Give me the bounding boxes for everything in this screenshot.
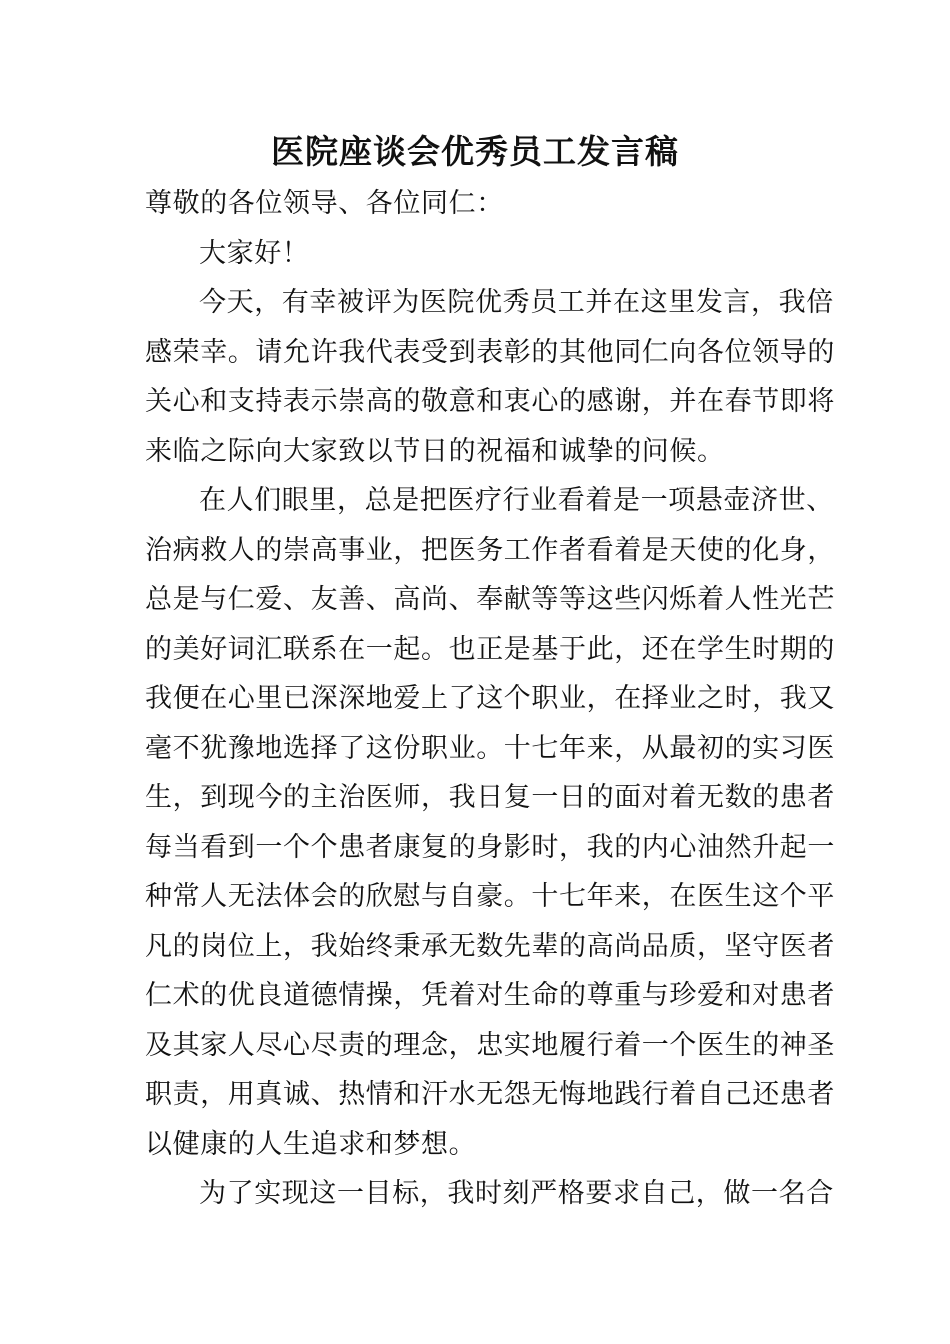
text-line: 凡的岗位上，我始终秉承无数先辈的高尚品质，坚守医者 xyxy=(145,930,835,962)
text-line: 仁术的优良道德情操，凭着对生命的尊重与珍爱和对患者 xyxy=(145,980,835,1011)
text-line: 毫不犹豫地选择了这份职业。十七年来，从最初的实习医 xyxy=(145,732,835,764)
text-line: 关心和支持表示崇高的敬意和衷心的感谢，并在春节即将 xyxy=(145,386,835,417)
text-line: 的美好词汇联系在一起。也正是基于此，还在学生时期的 xyxy=(145,633,835,665)
text-line: 尊敬的各位领导、各位同仁： xyxy=(145,188,504,219)
text-line: 每当看到一个个患者康复的身影时，我的内心油然升起一 xyxy=(145,831,835,863)
text-line: 今天，有幸被评为医院优秀员工并在这里发言，我倍 xyxy=(199,287,834,318)
text-line: 种常人无法体会的欣慰与自豪。十七年来，在医生这个平 xyxy=(145,881,835,912)
document-body xyxy=(145,179,835,1219)
document-title: 医院座谈会优秀员工发言稿 xyxy=(271,132,679,171)
text-line: 职责，用真诚、热情和汗水无怨无悔地践行着自己还患者 xyxy=(145,1079,835,1110)
text-line: 大家好！ xyxy=(199,237,310,269)
text-line: 生，到现今的主治医师，我日复一日的面对着无数的患者 xyxy=(145,782,835,813)
text-line: 来临之际向大家致以节日的祝福和诚挚的问候。 xyxy=(145,435,725,467)
text-line: 以健康的人生追求和梦想。 xyxy=(145,1128,477,1160)
text-line: 治病救人的崇高事业，把医务工作者看着是天使的化身， xyxy=(145,534,835,566)
text-line: 为了实现这一目标，我时刻严格要求自己，做一名合 xyxy=(199,1178,834,1209)
text-line: 在人们眼里，总是把医疗行业看着是一项悬壶济世、 xyxy=(199,485,834,516)
text-line: 感荣幸。请允许我代表受到表彰的其他同仁向各位领导的 xyxy=(145,336,835,368)
text-line: 我便在心里已深深地爱上了这个职业，在择业之时，我又 xyxy=(145,683,835,714)
text-line: 及其家人尽心尽责的理念，忠实地履行着一个医生的神圣 xyxy=(145,1029,835,1061)
text-line: 总是与仁爱、友善、高尚、奉献等等这些闪烁着人性光芒 xyxy=(145,584,835,615)
